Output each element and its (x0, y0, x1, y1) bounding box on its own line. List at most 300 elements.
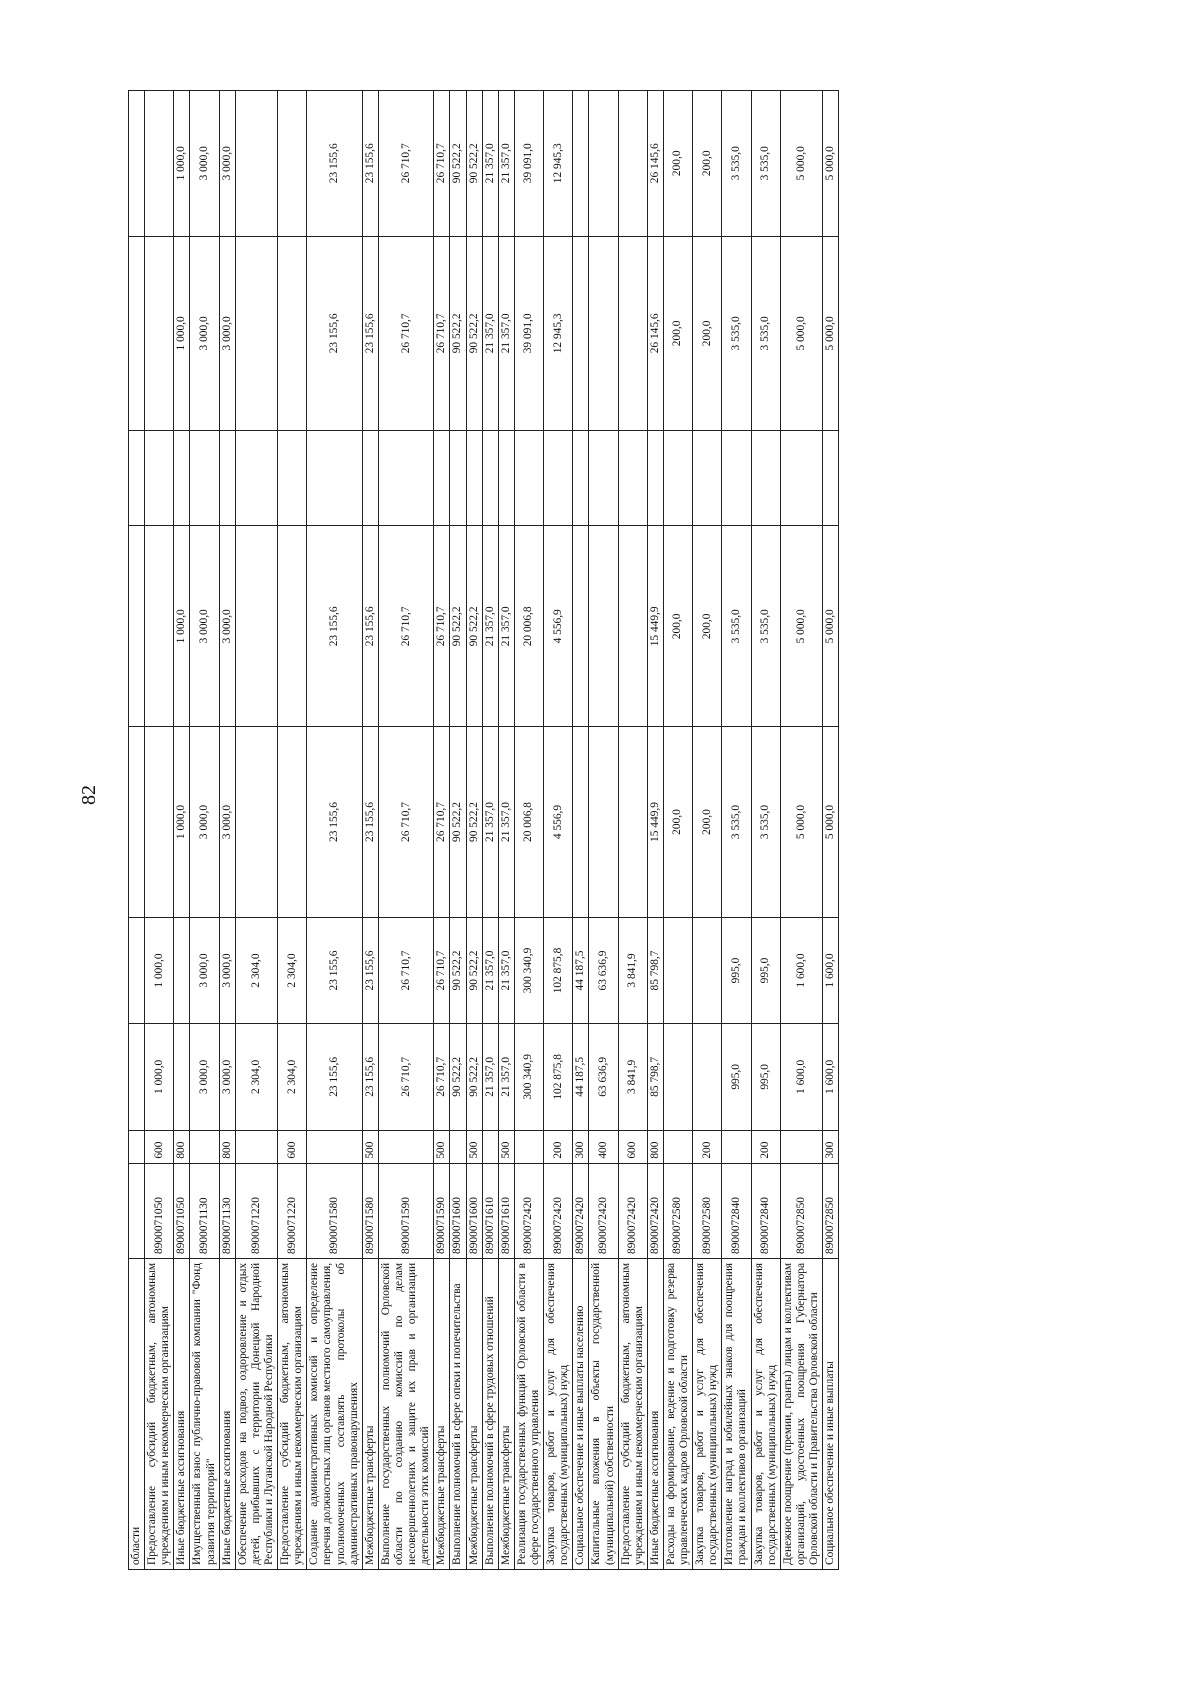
amount-cell: 26 710,7 (434, 91, 450, 237)
amount-cell: 4 556,9 (544, 727, 573, 918)
expense-type-cell: 200 (693, 1130, 722, 1163)
amount-cell (573, 727, 589, 918)
amount-cell: 3 535,0 (722, 91, 751, 237)
amount-cell (235, 526, 277, 727)
amount-cell: 3 841,9 (618, 1024, 647, 1130)
table-row (278, 91, 307, 1570)
amount-cell (129, 91, 145, 237)
amount-cell: 1 600,0 (780, 1024, 822, 1130)
target-code-cell: 8900071590 (378, 1163, 433, 1258)
amount-cell: 23 155,6 (362, 917, 378, 1023)
target-code-cell: 8900071610 (482, 1163, 498, 1258)
amount-cell (129, 917, 145, 1023)
amount-cell (174, 431, 190, 526)
amount-cell (618, 91, 647, 237)
expense-type-cell: 600 (618, 1130, 647, 1163)
amount-cell: 20 006,8 (514, 727, 543, 918)
amount-cell: 1 000,0 (174, 236, 190, 431)
expense-name-cell: Социальное обеспечение и иные выплаты (823, 1258, 839, 1569)
expense-name-cell: Предоставление субсидий бюджетным, автономным учреждениям и иным некоммерческим организациям (278, 1258, 307, 1569)
expense-type-cell: 600 (278, 1130, 307, 1163)
expense-type-cell (722, 1130, 751, 1163)
amount-cell: 21 357,0 (482, 91, 498, 237)
amount-cell (174, 1024, 190, 1130)
amount-cell: 5 000,0 (780, 236, 822, 431)
amount-cell (573, 431, 589, 526)
amount-cell: 3 000,0 (190, 1024, 219, 1130)
amount-cell: 23 155,6 (362, 91, 378, 237)
page-number: 82 (78, 785, 100, 805)
target-code-cell: 8900072420 (573, 1163, 589, 1258)
amount-cell (663, 1024, 692, 1130)
target-code-cell: 8900071220 (278, 1163, 307, 1258)
amount-cell: 200,0 (663, 526, 692, 727)
amount-cell (573, 236, 589, 431)
expense-type-cell: 200 (544, 1130, 573, 1163)
amount-cell: 23 155,6 (362, 727, 378, 918)
expense-type-cell (235, 1130, 277, 1163)
amount-cell (589, 727, 618, 918)
table-row (434, 91, 450, 1570)
amount-cell: 3 000,0 (190, 917, 219, 1023)
amount-cell: 44 187,5 (573, 1024, 589, 1130)
amount-cell: 26 710,7 (378, 236, 433, 431)
target-code-cell: 8900072420 (618, 1163, 647, 1258)
amount-cell: 102 875,8 (544, 1024, 573, 1130)
amount-cell: 3 000,0 (219, 1024, 235, 1130)
expense-type-cell: 600 (145, 1130, 174, 1163)
amount-cell: 39 091,0 (514, 91, 543, 237)
amount-cell: 2 304,0 (235, 1024, 277, 1130)
target-code-cell: 8900071580 (307, 1163, 362, 1258)
amount-cell: 23 155,6 (362, 1024, 378, 1130)
expense-name-cell: Предоставление субсидий бюджетным, автономным учреждениям и иным некоммерческим организациям (145, 1258, 174, 1569)
amount-cell (693, 431, 722, 526)
amount-cell (514, 431, 543, 526)
target-code-cell: 8900072580 (693, 1163, 722, 1258)
table-row (235, 91, 277, 1570)
expense-type-cell: 500 (434, 1130, 450, 1163)
amount-cell (174, 917, 190, 1023)
amount-cell: 90 522,2 (450, 91, 466, 237)
amount-cell: 1 600,0 (823, 1024, 839, 1130)
amount-cell: 1 600,0 (823, 917, 839, 1023)
amount-cell: 21 357,0 (498, 236, 514, 431)
amount-cell: 21 357,0 (482, 526, 498, 727)
amount-cell: 5 000,0 (823, 91, 839, 237)
expense-type-cell (663, 1130, 692, 1163)
amount-cell (466, 431, 482, 526)
amount-cell (235, 236, 277, 431)
amount-cell: 3 535,0 (751, 91, 780, 237)
expense-type-cell: 800 (219, 1130, 235, 1163)
expense-name-cell: Предоставление субсидий бюджетным, автономным учреждениям и иным некоммерческим организациям (618, 1258, 647, 1569)
amount-cell: 21 357,0 (482, 1024, 498, 1130)
amount-cell: 90 522,2 (450, 526, 466, 727)
amount-cell: 3 000,0 (190, 236, 219, 431)
amount-cell (663, 431, 692, 526)
target-code-cell: 8900072850 (780, 1163, 822, 1258)
table-row (589, 91, 618, 1570)
target-code-cell: 8900072840 (751, 1163, 780, 1258)
table-row (780, 91, 822, 1570)
table-row (514, 91, 543, 1570)
amount-cell: 90 522,2 (450, 727, 466, 918)
expense-type-cell: 300 (823, 1130, 839, 1163)
amount-cell: 12 945,3 (544, 91, 573, 237)
target-code-cell: 8900071220 (235, 1163, 277, 1258)
amount-cell (129, 236, 145, 431)
amount-cell: 2 304,0 (235, 917, 277, 1023)
table-row (219, 91, 235, 1570)
amount-cell (573, 91, 589, 237)
amount-cell: 3 535,0 (751, 727, 780, 918)
expense-name-cell: Межбюджетные трансферты (466, 1258, 482, 1569)
table-row (129, 91, 145, 1570)
table-row (482, 91, 498, 1570)
table-row (145, 91, 174, 1570)
table-row (573, 91, 589, 1570)
table-row (378, 91, 433, 1570)
amount-cell: 5 000,0 (780, 526, 822, 727)
expense-type-cell: 800 (647, 1130, 663, 1163)
amount-cell: 63 636,9 (589, 917, 618, 1023)
amount-cell: 995,0 (722, 1024, 751, 1130)
amount-cell: 1 000,0 (174, 526, 190, 727)
amount-cell: 21 357,0 (482, 917, 498, 1023)
amount-cell: 26 710,7 (378, 91, 433, 237)
amount-cell (751, 431, 780, 526)
amount-cell (647, 431, 663, 526)
amount-cell (589, 526, 618, 727)
amount-cell: 90 522,2 (466, 917, 482, 1023)
amount-cell: 3 841,9 (618, 917, 647, 1023)
amount-cell (693, 917, 722, 1023)
amount-cell: 26 710,7 (434, 727, 450, 918)
table-row (190, 91, 219, 1570)
expense-name-cell: Закупка товаров, работ и услуг для обеспечения государственных (муниципальных) нужд (544, 1258, 573, 1569)
amount-cell (378, 431, 433, 526)
target-code-cell: 8900072420 (647, 1163, 663, 1258)
amount-cell: 26 145,6 (647, 236, 663, 431)
target-code-cell: 8900071610 (498, 1163, 514, 1258)
amount-cell (823, 431, 839, 526)
amount-cell: 90 522,2 (466, 236, 482, 431)
amount-cell: 5 000,0 (780, 91, 822, 237)
target-code-cell: 8900072840 (722, 1163, 751, 1258)
amount-cell (278, 91, 307, 237)
amount-cell (693, 1024, 722, 1130)
table-row (693, 91, 722, 1570)
amount-cell: 1 000,0 (174, 91, 190, 237)
amount-cell: 21 357,0 (498, 917, 514, 1023)
target-code-cell (129, 1163, 145, 1258)
expense-type-cell: 500 (498, 1130, 514, 1163)
amount-cell (307, 431, 362, 526)
amount-cell: 15 449,9 (647, 727, 663, 918)
expense-type-cell (378, 1130, 433, 1163)
amount-cell: 5 000,0 (823, 236, 839, 431)
target-code-cell: 8900071580 (362, 1163, 378, 1258)
amount-cell: 90 522,2 (450, 236, 466, 431)
amount-cell: 21 357,0 (498, 1024, 514, 1130)
expense-name-cell: Создание административных комиссий и определение перечня должностных лиц органов местного самоуправления, уполномоченных составлять протоколы об административных правонарушениях (307, 1258, 362, 1569)
amount-cell (129, 1024, 145, 1130)
target-code-cell: 8900072420 (544, 1163, 573, 1258)
amount-cell (129, 526, 145, 727)
budget-rows (129, 91, 839, 1570)
amount-cell: 3 000,0 (219, 917, 235, 1023)
expense-type-cell (190, 1130, 219, 1163)
amount-cell: 21 357,0 (482, 727, 498, 918)
target-code-cell: 8900071050 (145, 1163, 174, 1258)
amount-cell: 21 357,0 (482, 236, 498, 431)
amount-cell: 26 710,7 (434, 1024, 450, 1130)
table-row (663, 91, 692, 1570)
expense-type-cell (307, 1130, 362, 1163)
amount-cell: 5 000,0 (823, 727, 839, 918)
table-row (362, 91, 378, 1570)
amount-cell: 4 556,9 (544, 526, 573, 727)
amount-cell: 21 357,0 (498, 727, 514, 918)
expense-type-cell: 300 (573, 1130, 589, 1163)
amount-cell (663, 917, 692, 1023)
amount-cell (544, 431, 573, 526)
amount-cell: 5 000,0 (780, 727, 822, 918)
expense-type-cell: 200 (751, 1130, 780, 1163)
amount-cell: 23 155,6 (307, 236, 362, 431)
amount-cell: 3 535,0 (751, 526, 780, 727)
target-code-cell: 8900071130 (190, 1163, 219, 1258)
amount-cell: 3 000,0 (190, 526, 219, 727)
amount-cell: 3 000,0 (190, 727, 219, 918)
expense-type-cell (450, 1130, 466, 1163)
amount-cell (589, 91, 618, 237)
amount-cell: 1 000,0 (145, 917, 174, 1023)
expense-name-cell: Межбюджетные трансферты (498, 1258, 514, 1569)
table-row (307, 91, 362, 1570)
amount-cell: 200,0 (693, 526, 722, 727)
amount-cell: 300 340,9 (514, 1024, 543, 1130)
amount-cell: 85 798,7 (647, 1024, 663, 1130)
amount-cell: 300 340,9 (514, 917, 543, 1023)
amount-cell (618, 526, 647, 727)
expense-name-cell: Выполнение полномочий в сфере опеки и попечительства (450, 1258, 466, 1569)
amount-cell: 3 535,0 (722, 727, 751, 918)
amount-cell: 26 710,7 (378, 917, 433, 1023)
expense-type-cell: 500 (466, 1130, 482, 1163)
amount-cell: 3 000,0 (219, 526, 235, 727)
amount-cell: 23 155,6 (307, 526, 362, 727)
amount-cell: 200,0 (663, 91, 692, 237)
expense-name-cell: Межбюджетные трансферты (434, 1258, 450, 1569)
table-row (751, 91, 780, 1570)
amount-cell: 995,0 (751, 917, 780, 1023)
budget-table (128, 90, 839, 1570)
table-row (823, 91, 839, 1570)
amount-cell: 3 535,0 (751, 236, 780, 431)
amount-cell: 90 522,2 (466, 1024, 482, 1130)
amount-cell: 90 522,2 (466, 91, 482, 237)
amount-cell: 12 945,3 (544, 236, 573, 431)
amount-cell (482, 431, 498, 526)
amount-cell: 1 600,0 (780, 917, 822, 1023)
amount-cell: 26 710,7 (378, 727, 433, 918)
expense-type-cell: 400 (589, 1130, 618, 1163)
table-row (722, 91, 751, 1570)
amount-cell: 23 155,6 (307, 917, 362, 1023)
amount-cell: 20 006,8 (514, 526, 543, 727)
expense-name-cell: Иные бюджетные ассигнования (219, 1258, 235, 1569)
amount-cell: 3 000,0 (190, 91, 219, 237)
expense-type-cell: 500 (362, 1130, 378, 1163)
expense-name-cell: Имущественный взнос публично-правовой компании "Фонд развития территорий" (190, 1258, 219, 1569)
amount-cell (219, 431, 235, 526)
amount-cell: 23 155,6 (362, 236, 378, 431)
amount-cell: 26 710,7 (434, 526, 450, 727)
amount-cell: 200,0 (693, 91, 722, 237)
amount-cell (145, 236, 174, 431)
amount-cell: 23 155,6 (307, 91, 362, 237)
amount-cell (780, 431, 822, 526)
target-code-cell: 8900072420 (589, 1163, 618, 1258)
amount-cell: 5 000,0 (823, 526, 839, 727)
expense-type-cell (780, 1130, 822, 1163)
table-row (544, 91, 573, 1570)
amount-cell: 63 636,9 (589, 1024, 618, 1130)
amount-cell (278, 727, 307, 918)
target-code-cell: 8900071130 (219, 1163, 235, 1258)
amount-cell (235, 91, 277, 237)
amount-cell: 995,0 (722, 917, 751, 1023)
target-code-cell: 8900071050 (174, 1163, 190, 1258)
table-row (618, 91, 647, 1570)
budget-table-sheet (128, 90, 1068, 1570)
amount-cell: 102 875,8 (544, 917, 573, 1023)
amount-cell: 90 522,2 (466, 526, 482, 727)
amount-cell (129, 431, 145, 526)
table-row (466, 91, 482, 1570)
amount-cell (450, 431, 466, 526)
expense-name-cell: Социальное обеспечение и иные выплаты населению (573, 1258, 589, 1569)
target-code-cell: 8900072580 (663, 1163, 692, 1258)
amount-cell: 21 357,0 (498, 91, 514, 237)
target-code-cell: 8900071600 (450, 1163, 466, 1258)
target-code-cell: 8900072420 (514, 1163, 543, 1258)
table-row (647, 91, 663, 1570)
table-row (174, 91, 190, 1570)
amount-cell (190, 431, 219, 526)
table-row (498, 91, 514, 1570)
amount-cell (618, 431, 647, 526)
expense-type-cell (482, 1130, 498, 1163)
amount-cell: 26 710,7 (378, 1024, 433, 1130)
amount-cell: 3 535,0 (722, 236, 751, 431)
amount-cell: 200,0 (663, 236, 692, 431)
amount-cell: 200,0 (663, 727, 692, 918)
amount-cell: 26 710,7 (434, 917, 450, 1023)
target-code-cell: 8900072850 (823, 1163, 839, 1258)
target-code-cell: 8900071600 (466, 1163, 482, 1258)
amount-cell: 90 522,2 (450, 917, 466, 1023)
amount-cell: 85 798,7 (647, 917, 663, 1023)
expense-name-cell: Выполнение государственных полномочий Орловской области по созданию комиссий по делам несовершеннолетних и защите их прав и организации деятельности этих комиссий (378, 1258, 433, 1569)
amount-cell (145, 727, 174, 918)
expense-name-cell: Реализация государственных функций Орловской области в сфере государственного управления (514, 1258, 543, 1569)
amount-cell: 90 522,2 (466, 727, 482, 918)
amount-cell (278, 431, 307, 526)
amount-cell (498, 431, 514, 526)
expense-name-cell: Выполнение полномочий в сфере трудовых отношений (482, 1258, 498, 1569)
amount-cell (618, 236, 647, 431)
amount-cell (589, 236, 618, 431)
amount-cell (278, 236, 307, 431)
amount-cell: 26 145,6 (647, 91, 663, 237)
amount-cell: 2 304,0 (278, 917, 307, 1023)
expense-name-cell: Расходы на формирование, ведение и подготовку резерва управленческих кадров Орловской области (663, 1258, 692, 1569)
table-row (450, 91, 466, 1570)
amount-cell: 26 710,7 (378, 526, 433, 727)
amount-cell (129, 727, 145, 918)
amount-cell: 2 304,0 (278, 1024, 307, 1130)
expense-name-cell: Изготовление наград и юбилейных знаков для поощрения граждан и коллективов организаций (722, 1258, 751, 1569)
expense-name-cell: Иные бюджетные ассигнования (174, 1258, 190, 1569)
amount-cell: 21 357,0 (498, 526, 514, 727)
amount-cell (722, 431, 751, 526)
expense-name-cell: Иные бюджетные ассигнования (647, 1258, 663, 1569)
amount-cell (145, 431, 174, 526)
expense-name-cell: Капитальные вложения в объекты государственной (муниципальной) собственности (589, 1258, 618, 1569)
amount-cell: 90 522,2 (450, 1024, 466, 1130)
amount-cell: 200,0 (693, 236, 722, 431)
amount-cell: 23 155,6 (307, 727, 362, 918)
expense-name-cell: Денежное поощрение (премии, гранты) лицам и коллективам организаций, удостоенных поощрения Губернатора Орловской области и Правительства Орловской области (780, 1258, 822, 1569)
amount-cell (362, 431, 378, 526)
target-code-cell: 8900071590 (434, 1163, 450, 1258)
amount-cell: 3 000,0 (219, 236, 235, 431)
amount-cell: 23 155,6 (307, 1024, 362, 1130)
expense-name-cell: Обеспечение расходов на подвоз, оздоровление и отдых детей, прибывших с территории Донецкой Народной Республики и Луганской Народной Республики (235, 1258, 277, 1569)
amount-cell: 3 535,0 (722, 526, 751, 727)
amount-cell: 1 000,0 (145, 1024, 174, 1130)
expense-name-cell: области (129, 1258, 145, 1569)
expense-type-cell: 800 (174, 1130, 190, 1163)
amount-cell: 3 000,0 (219, 91, 235, 237)
expense-type-cell (514, 1130, 543, 1163)
amount-cell (278, 526, 307, 727)
amount-cell (235, 431, 277, 526)
expense-type-cell (129, 1130, 145, 1163)
expense-name-cell: Закупка товаров, работ и услуг для обеспечения государственных (муниципальных) нужд (751, 1258, 780, 1569)
amount-cell (434, 431, 450, 526)
amount-cell (589, 431, 618, 526)
expense-name-cell: Закупка товаров, работ и услуг для обеспечения государственных (муниципальных) нужд (693, 1258, 722, 1569)
amount-cell (235, 727, 277, 918)
amount-cell (573, 526, 589, 727)
amount-cell: 3 000,0 (219, 727, 235, 918)
amount-cell (145, 91, 174, 237)
amount-cell (145, 526, 174, 727)
expense-name-cell: Межбюджетные трансферты (362, 1258, 378, 1569)
amount-cell (618, 727, 647, 918)
amount-cell: 1 000,0 (174, 727, 190, 918)
amount-cell: 44 187,5 (573, 917, 589, 1023)
amount-cell: 39 091,0 (514, 236, 543, 431)
amount-cell: 995,0 (751, 1024, 780, 1130)
amount-cell: 200,0 (693, 727, 722, 918)
amount-cell: 26 710,7 (434, 236, 450, 431)
amount-cell: 23 155,6 (362, 526, 378, 727)
